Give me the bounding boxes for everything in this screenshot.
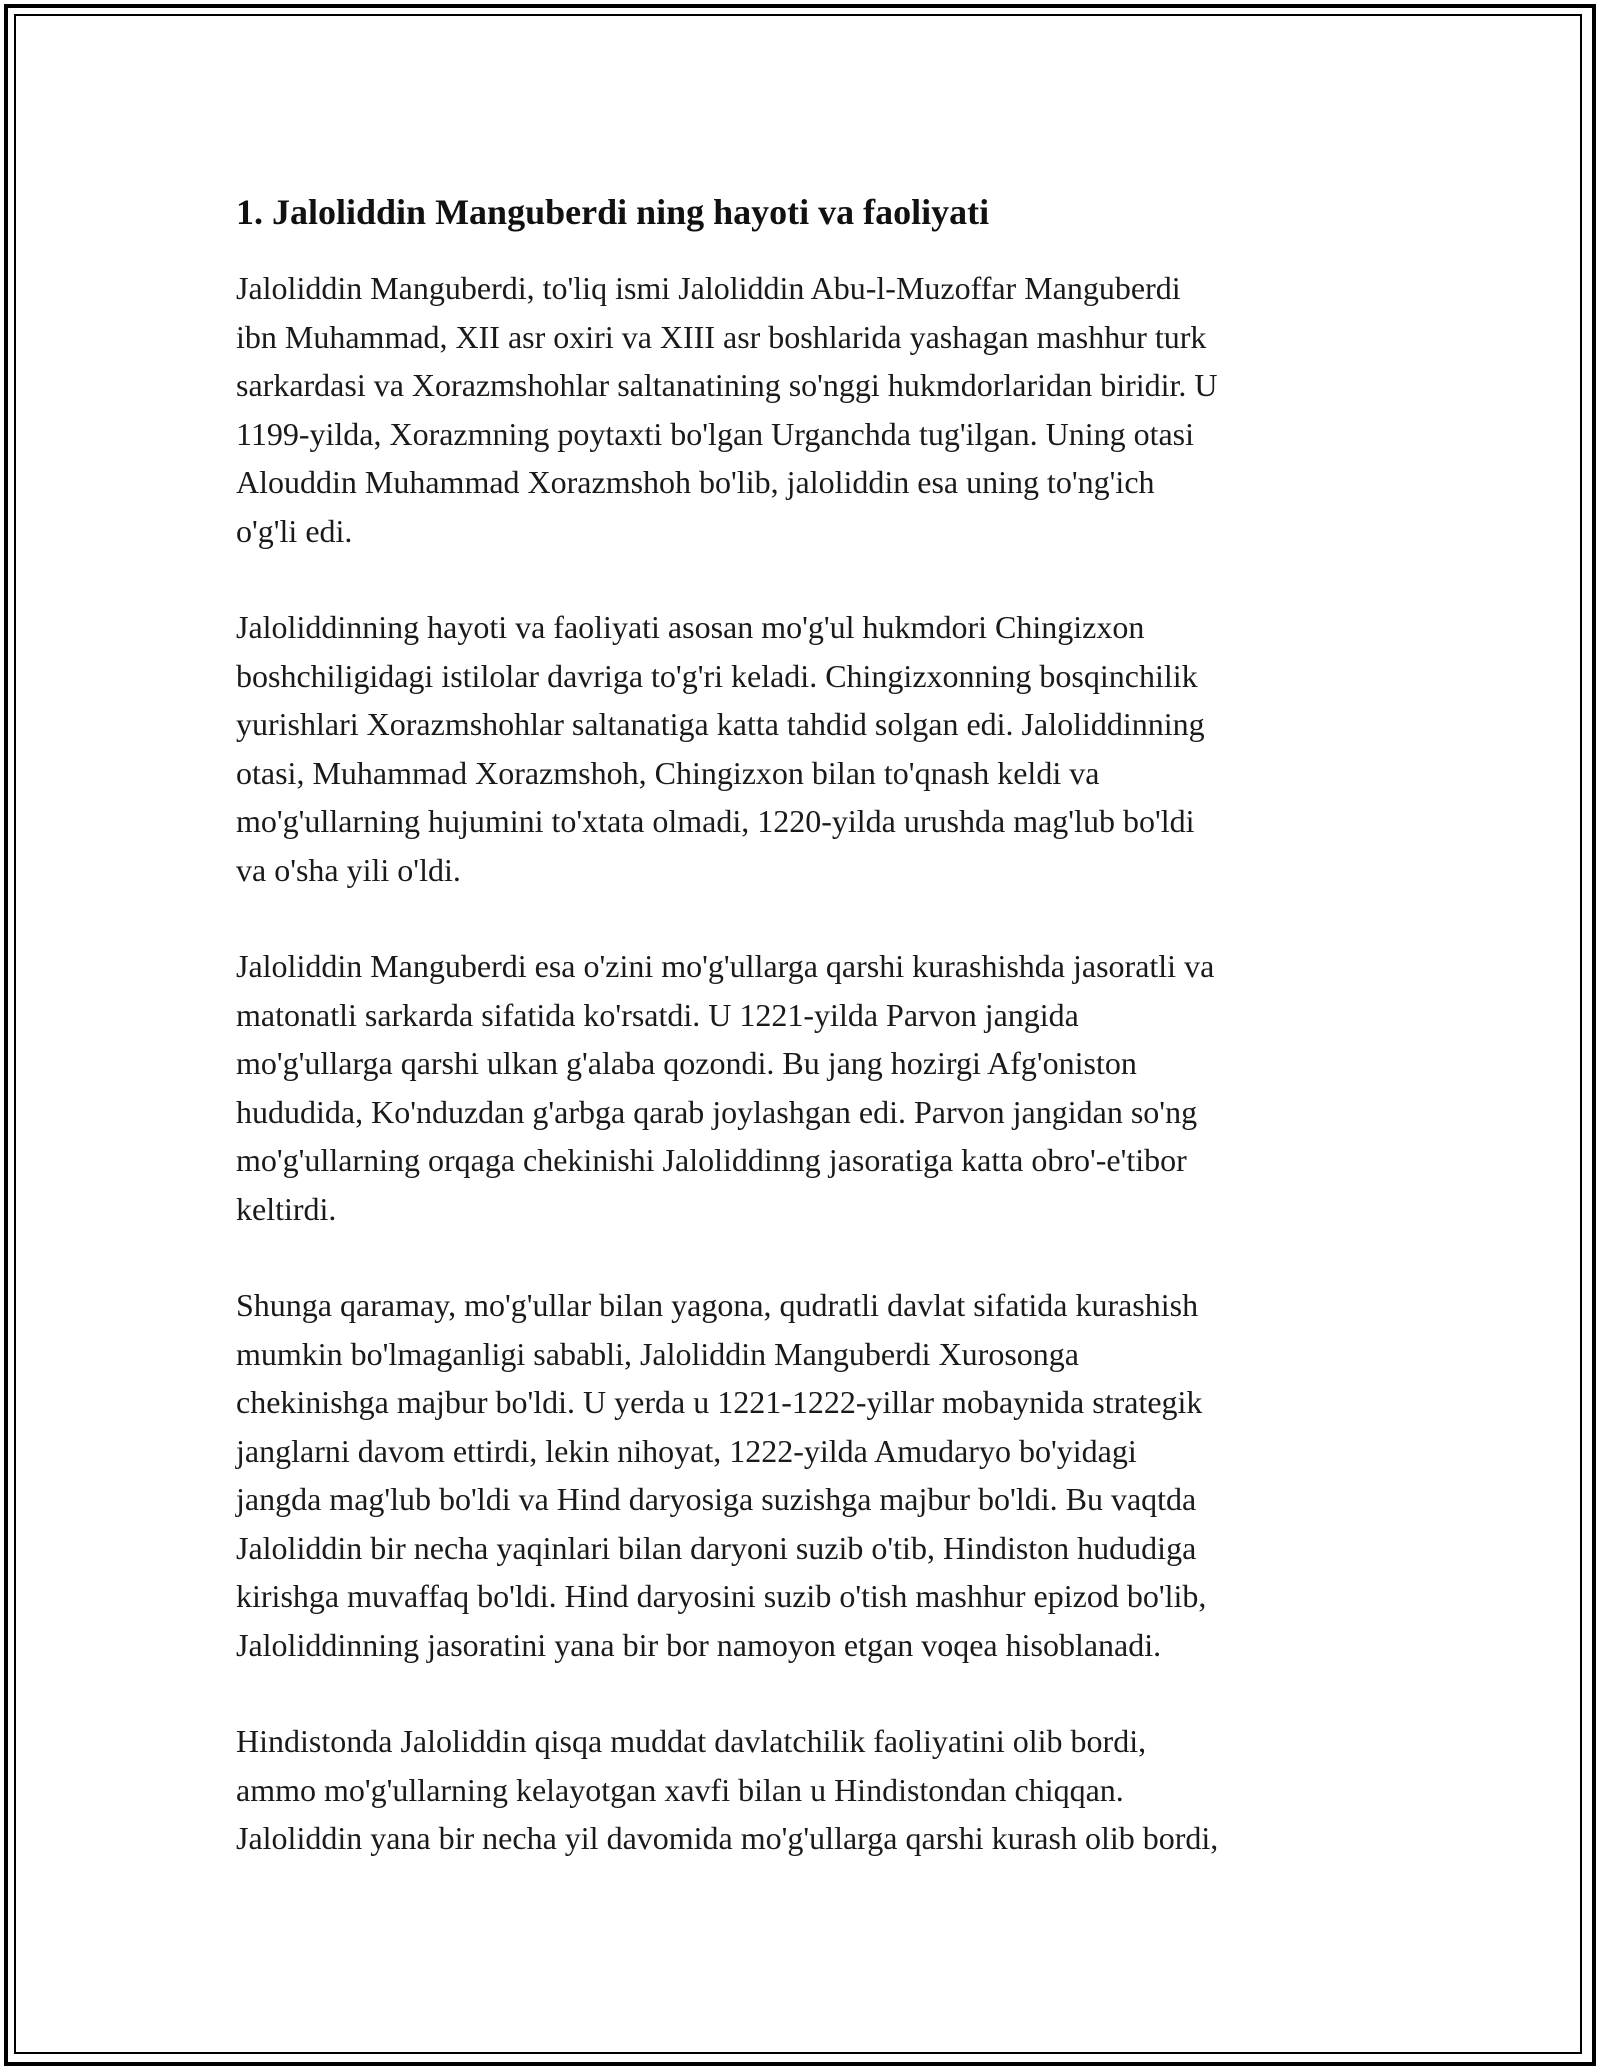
paragraph-3: Jaloliddin Manguberdi esa o'zini mo'g'ullarga qarshi kurashishda jasoratli va matonatli sarkarda sifatida ko'rsatdi. U 1221-yilda Parvon jangida mo'g'ullarga qarshi ulkan g'alaba qozondi. Bu jang hozirgi Afg'oniston hududida, Ko'nduzdan g'arbga qarab joylashgan edi. Parvon jangidan so'ng mo'g'ullarning orqaga chekinishi Jaloliddinng jasoratiga katta obro'-e'tibor keltirdi. [236, 948, 1215, 1227]
paragraph-1: Jaloliddin Manguberdi, to'liq ismi Jaloliddin Abu-l-Muzoffar Manguberdi ibn Muhammad, XII asr oxiri va XIII asr boshlarida yashagan mashhur turk sarkardasi va Xorazmshohlar saltanatining so'nggi hukmdorlaridan biridir. U 1199-yilda, Xorazmning poytaxti bo'lgan Urganchda tug'ilgan. Uning otasi Alouddin Muhammad Xorazmshoh bo'lib, jaloliddin esa uning to'ng'ich o'g'li edi. [236, 270, 1218, 549]
section-heading: 1. Jaloliddin Manguberdi ning hayoti va faoliyati [236, 192, 990, 232]
paragraph-5: Hindistonda Jaloliddin qisqa muddat davlatchilik faoliyatini olib bordi, ammo mo'g'ullarning kelayotgan xavfi bilan u Hindistondan chiqqan. Jaloliddin yana bir necha yil davomida mo'g'ullarga qarshi kurash olib bordi, [236, 1723, 1219, 1856]
paragraph-4: Shunga qaramay, mo'g'ullar bilan yagona, qudratli davlat sifatida kurashish mumkin bo'lmaganligi sababli, Jaloliddin Manguberdi Xurosonga chekinishga majbur bo'ldi. U yerda u 1221-1222-yillar mobaynida strategik janglarni davom ettirdi, lekin nihoyat, 1222-yilda Amudaryo bo'yidagi jangda mag'lub bo'ldi va Hind daryosiga suzishga majbur bo'ldi. Bu vaqtda Jaloliddin bir necha yaqinlari bilan daryoni suzib o'tib, Hindiston hududiga kirishga muvaffaq bo'ldi. Hind daryosini suzib o'tish mashhur epizod bo'lib, Jaloliddinning jasoratini yana bir bor namoyon etgan voqea hisoblanadi. [236, 1287, 1207, 1663]
document-body [236, 188, 1366, 1911]
paragraph-2: Jaloliddinning hayoti va faoliyati asosan mo'g'ul hukmdori Chingizxon boshchiligidagi istilolar davriga to'g'ri keladi. Chingizxonning bosqinchilik yurishlari Xorazmshohlar saltanatiga katta tahdid solgan edi. Jaloliddinning otasi, Muhammad Xorazmshoh, Chingizxon bilan to'qnash keldi va mo'g'ullarning hujumini to'xtata olmadi, 1220-yilda urushda mag'lub bo'ldi va o'sha yili o'ldi. [236, 609, 1205, 888]
